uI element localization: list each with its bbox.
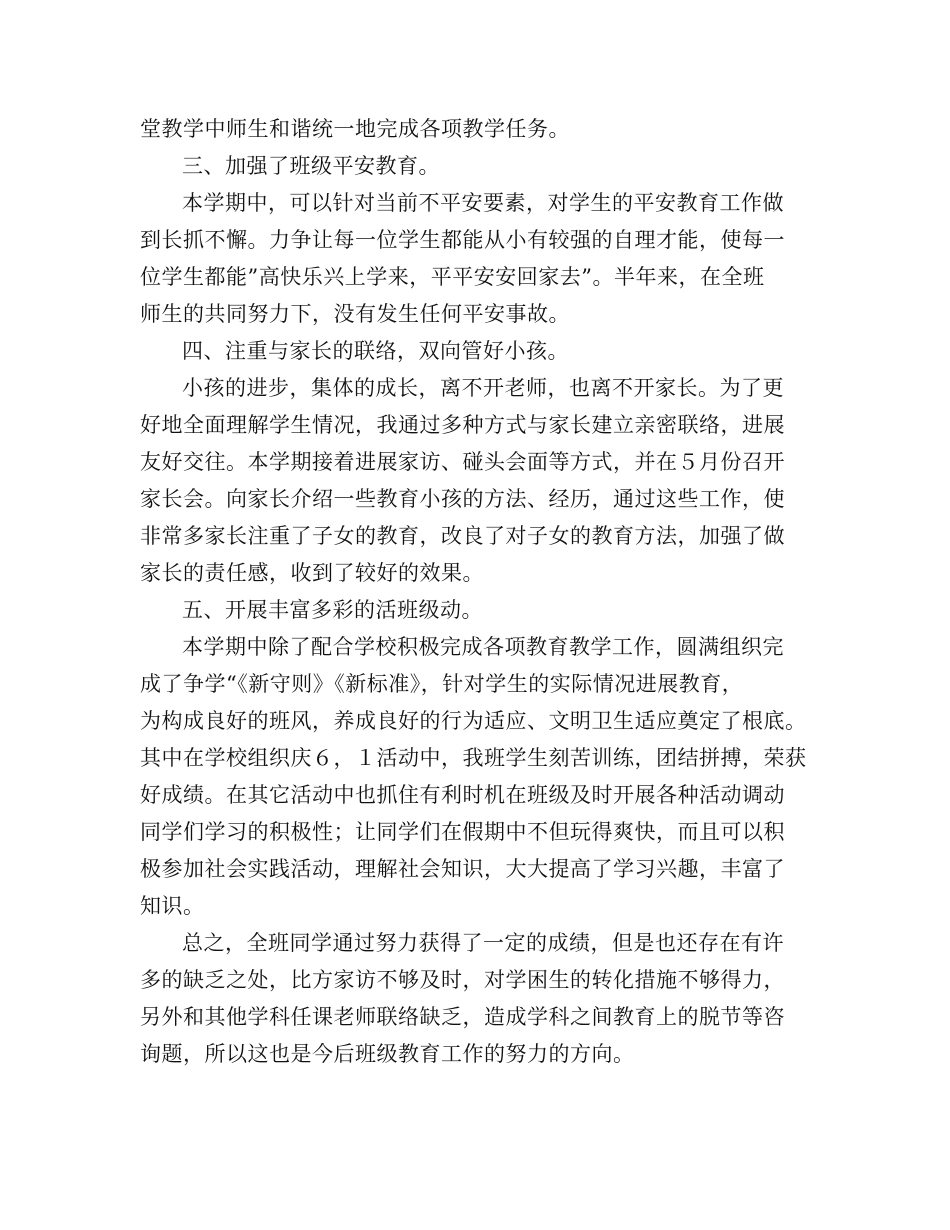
text-line: 成了争学“《新守则》《新标准》，针对学生的实际情况进展教育， (140, 672, 744, 696)
text-line: 询题，所以这也是今后班级教育工作的努力的方向。 (140, 1042, 635, 1066)
section-heading: 三、加强了班级平安教育。 (182, 154, 440, 178)
text-line: 同学们学习的积极性；让同学们在假期中不但玩得爽快，而且可以积 (140, 820, 785, 844)
text-line: 极参加社会实践活动，理解社会知识，大大提高了学习兴趣，丰富了 (140, 857, 785, 881)
text-line: 师生的共同努力下，没有发生任何平安事故。 (140, 302, 570, 326)
document-body (140, 111, 830, 1073)
section-heading: 四、注重与家长的联络，双向管好小孩。 (182, 339, 569, 363)
text-line: 堂教学中师生和谐统一地完成各项教学任务。 (140, 117, 570, 141)
text-line: 家长会。向家长介绍一些教育小孩的方法、经历，通过这些工作，使 (140, 487, 785, 511)
text-line: 为构成良好的班风，养成良好的行为适应、文明卫生适应奠定了根底。 (140, 709, 807, 733)
text-line: 到长抓不懈。力争让每一位学生都能从小有较强的自理才能，使每一 (140, 228, 785, 252)
text-line: 友好交往。本学期接着进展家访、碰头会面等方式，并在５月份召开 (140, 450, 785, 474)
text-line: 非常多家长注重了子女的教育，改良了对子女的教育方法，加强了做 (140, 524, 785, 548)
text-line: 位学生都能”高快乐兴上学来，平平安安回家去”。半年来，在全班 (140, 265, 765, 289)
text-line: 好地全面理解学生情况，我通过多种方式与家长建立亲密联络，进展 (140, 413, 785, 437)
paragraph-start: 本学期中，可以针对当前不平安要素，对学生的平安教育工作做 (182, 191, 784, 215)
paragraph-start: 小孩的进步，集体的成长，离不开老师，也离不开家长。为了更 (182, 376, 784, 400)
text-line: 其中在学校组织庆６，１活动中，我班学生刻苦训练，团结拼搏，荣获 (140, 746, 807, 770)
paragraph-start: 本学期中除了配合学校积极完成各项教育教学工作，圆满组织完 (182, 635, 784, 659)
text-line: 多的缺乏之处，比方家访不够及时，对学困生的转化措施不够得力， (140, 968, 785, 992)
text-line: 知识。 (140, 894, 205, 918)
paragraph-start: 总之，全班同学通过努力获得了一定的成绩，但是也还存在有许 (182, 931, 784, 955)
text-line: 好成绩。在其它活动中也抓住有利时机在班级及时开展各种活动调动 (140, 783, 785, 807)
section-heading: 五、开展丰富多彩的活班级动。 (182, 598, 483, 622)
text-line: 家长的责任感，收到了较好的效果。 (140, 561, 484, 585)
text-line: 另外和其他学科任课老师联络缺乏，造成学科之间教育上的脱节等咨 (140, 1005, 785, 1029)
